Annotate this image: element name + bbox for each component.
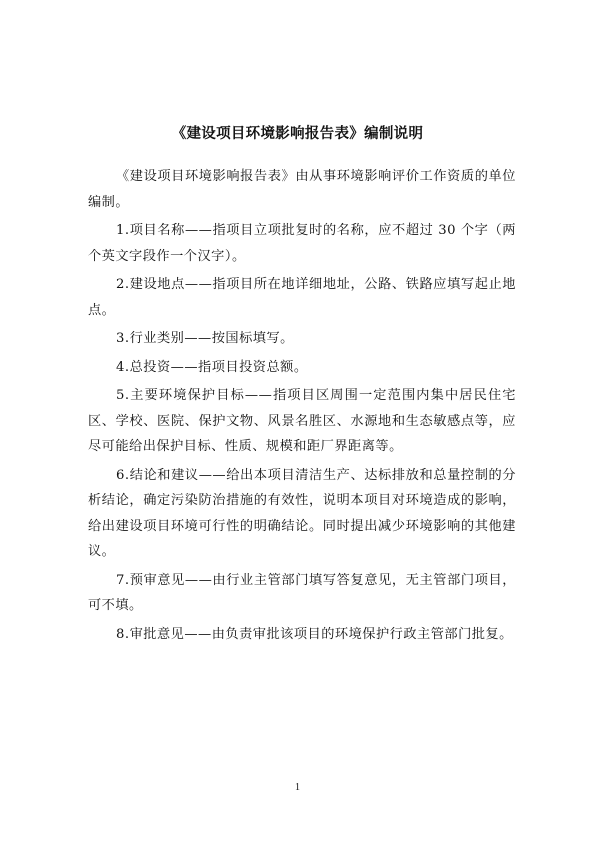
document-body — [88, 164, 516, 650]
item-industry-category — [88, 326, 516, 352]
item-head: 7.预审意见—— — [116, 572, 213, 588]
item-construction-site — [88, 272, 516, 323]
page-number: 1 — [295, 782, 300, 793]
item-text: 按国标填写。 — [211, 331, 294, 346]
item-protection-targets — [88, 383, 516, 460]
item-head: 1.项目名称—— — [116, 223, 213, 238]
item-text: 指项目投资总额。 — [198, 359, 308, 375]
item-head: 4.总投资—— — [116, 359, 199, 375]
item-head: 5.主要环境保护目标—— — [116, 388, 273, 403]
item-text: 指项目所在地详细地址，公路、铁路应填写起止地点。 — [88, 277, 516, 318]
item-head: 2.建设地点—— — [116, 277, 213, 292]
page-title: 《建设项目环境影响报告表》编制说明 — [171, 126, 424, 142]
item-head: 3.行业类别—— — [116, 331, 212, 346]
item-head: 6.结论和建议—— — [116, 467, 227, 483]
item-pre-review — [88, 568, 516, 619]
item-approval — [88, 622, 516, 648]
item-text: 给出本项目清洁生产、达标排放和总量控制的分析结论，确定污染防治措施的有效性，说明本项目对环境造成的影响，给出建设项目环境可行性的明确结论。同时提出减少环境影响的其他建议。 — [88, 467, 516, 559]
item-conclusions — [88, 463, 516, 565]
item-head: 8.审批意见—— — [116, 626, 212, 642]
item-text: 由负责审批该项目的环境保护行政主管部门批复。 — [211, 626, 513, 642]
item-total-investment — [88, 355, 516, 381]
item-text: 由行业主管部门填写答复意见，无主管部门项目，可不填。 — [88, 572, 516, 613]
item-text: 指项目区周围一定范围内集中居民住宅区、学校、医院、保护文物、风景名胜区、水源地和生态敏感点等，应尽可能给出保护目标、性质、规模和距厂界距离等。 — [88, 388, 516, 454]
intro-paragraph: 《建设项目环境影响报告表》由从事环境影响评价工作资质的单位编制。 — [88, 169, 516, 210]
item-project-name — [88, 218, 516, 269]
item-text: 指项目立项批复时的名称，应不超过 30 个字（两个英文字段作一个汉字）。 — [88, 223, 516, 264]
